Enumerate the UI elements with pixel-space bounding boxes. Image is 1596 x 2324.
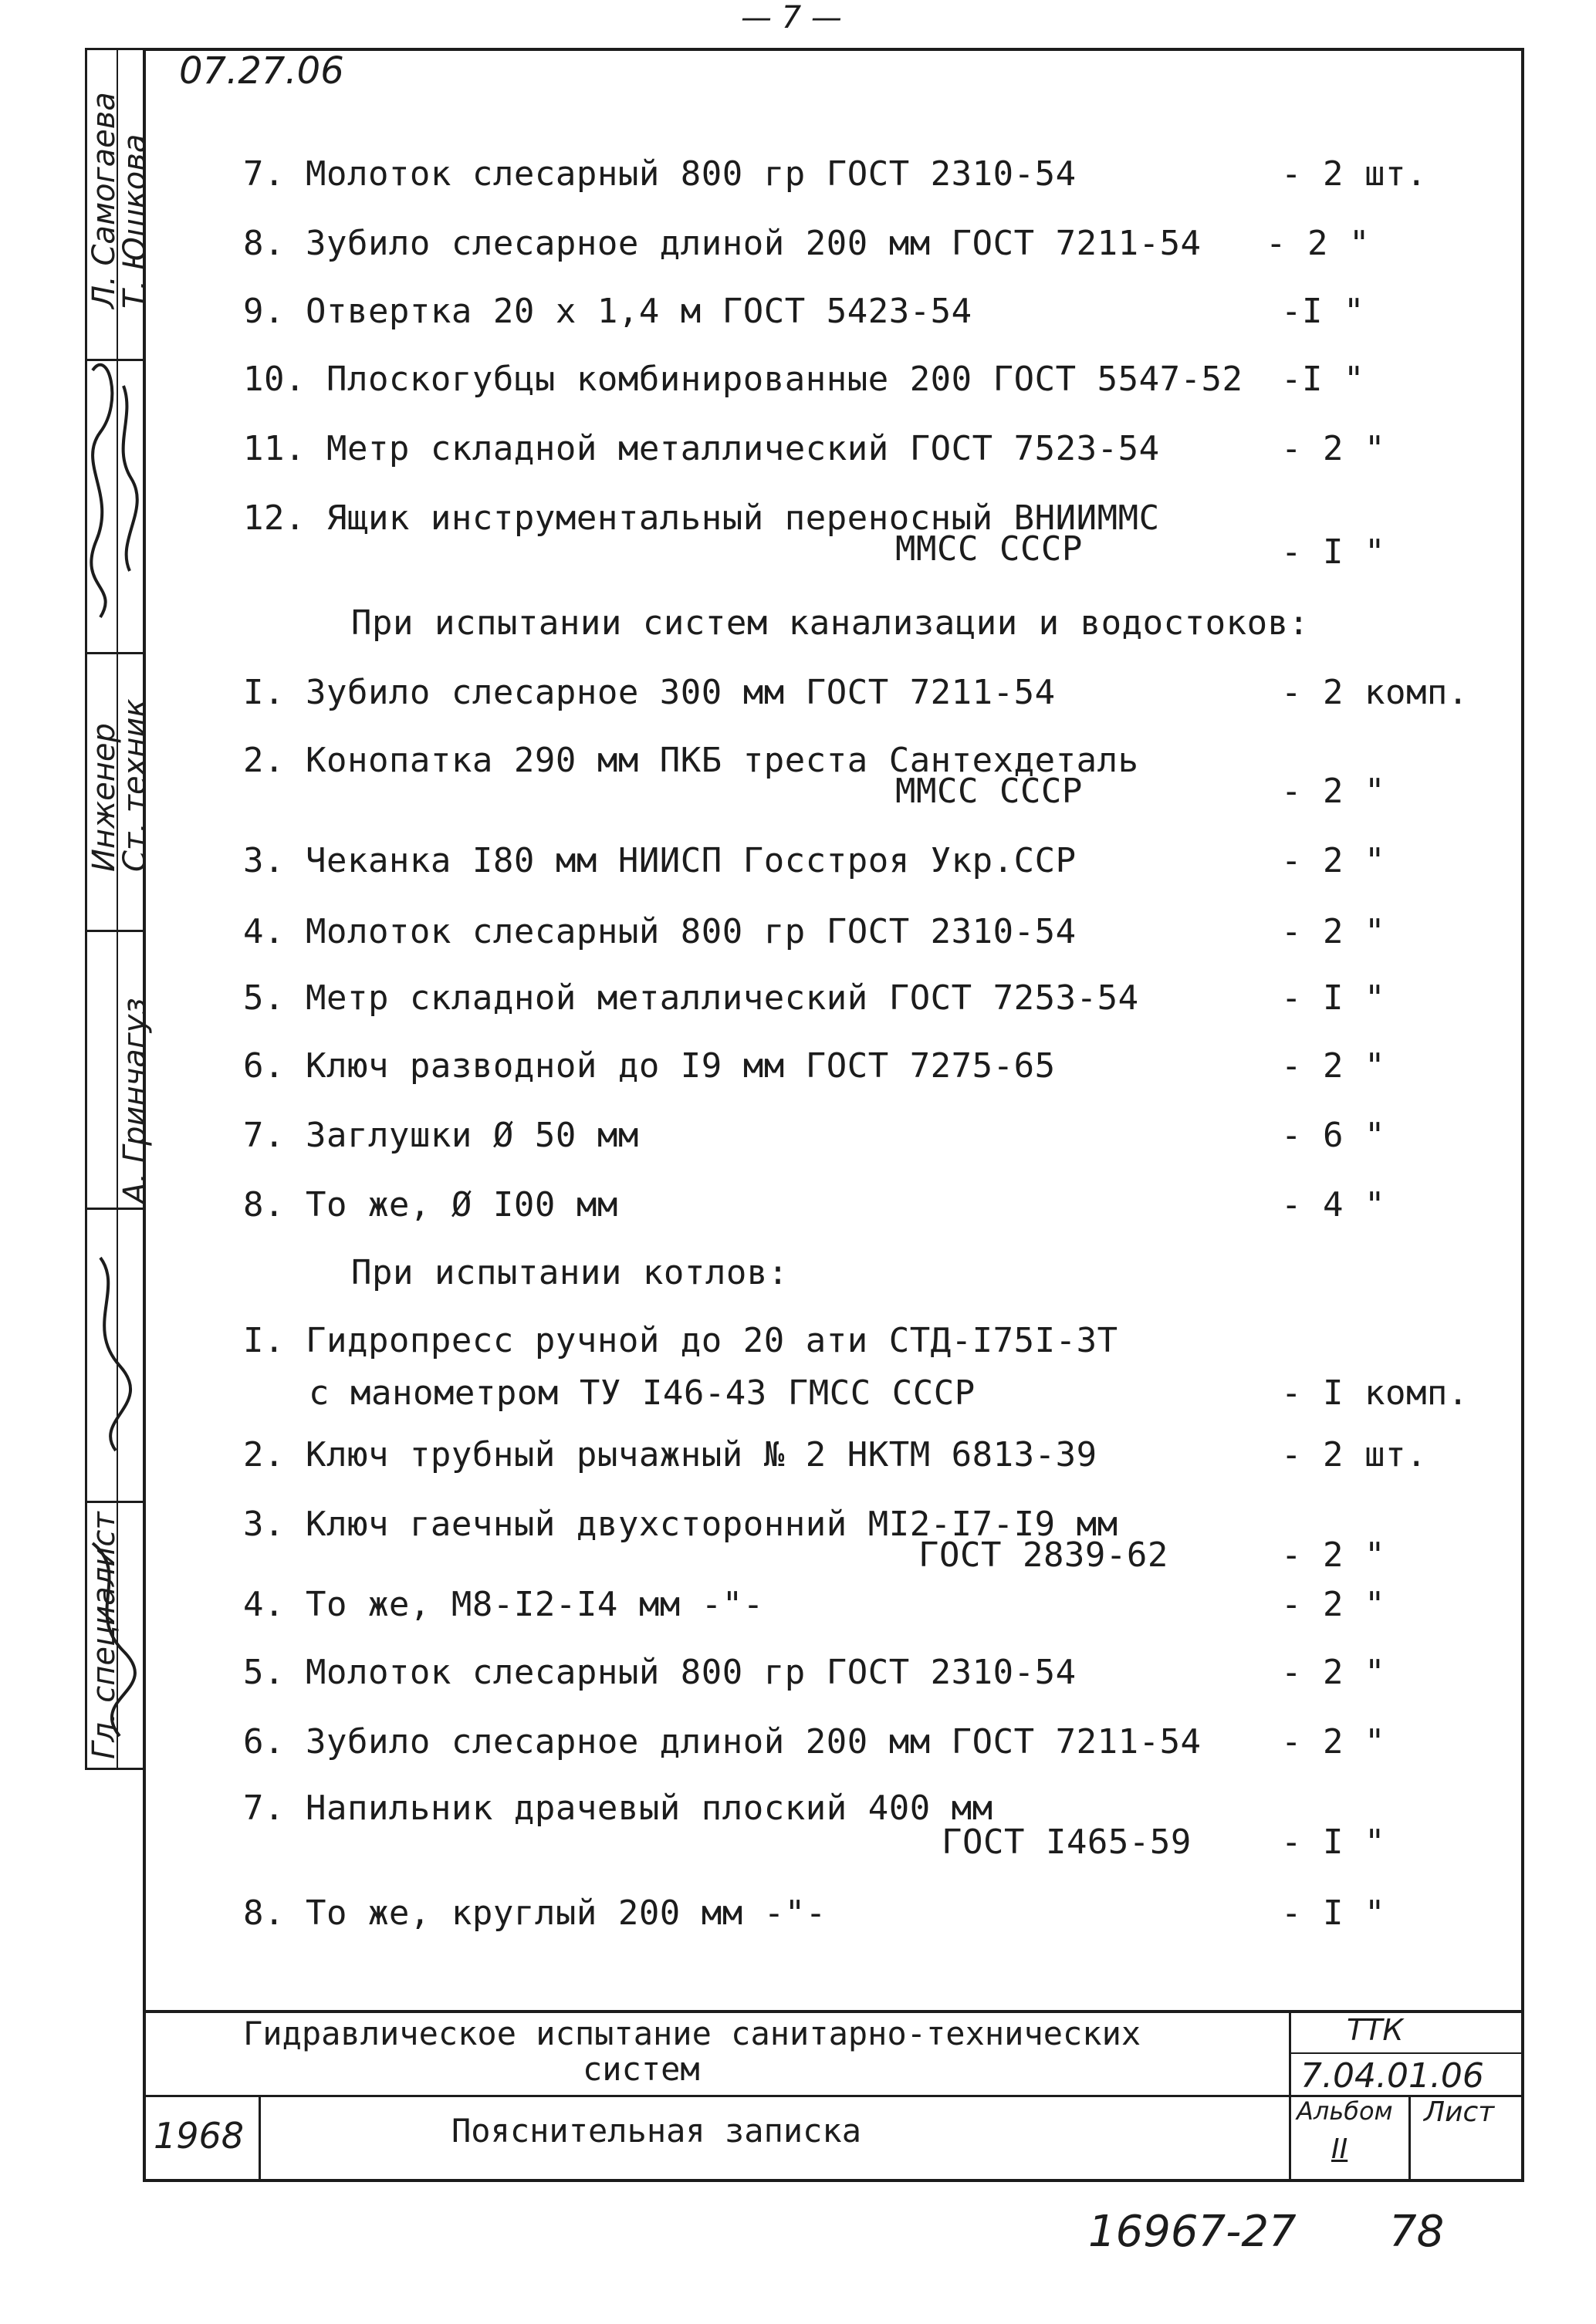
- title-block-code-rule: [1289, 2052, 1524, 2054]
- item-qty: - 2 ": [1281, 1585, 1385, 1624]
- item-text: 3. Чеканка I80 мм НИИСП Госстроя Укр.ССР: [243, 841, 1077, 880]
- item-text-continuation: ГОСТ I465-59: [942, 1822, 1192, 1862]
- list-item: [243, 841, 1077, 880]
- page-number: 78: [1389, 2207, 1445, 2257]
- item-text-continuation: ММСС СССР: [895, 772, 1083, 811]
- item-text: 9. Отвертка 20 х 1,4 м ГОСТ 5423-54: [243, 292, 972, 331]
- list-item: [243, 1789, 993, 1828]
- list-item: [243, 360, 1243, 399]
- list-item: [243, 1653, 1077, 1692]
- signature-name: Т. Юшкова: [117, 133, 153, 309]
- section-heading: При испытании систем канализации и водостоков:: [351, 603, 1310, 643]
- top-page-mark: — 7 —: [741, 0, 842, 35]
- title-block-subtitle: Пояснительная записка: [451, 2112, 862, 2150]
- item-qty: - I ": [1281, 1893, 1385, 1933]
- item-qty: - 2 шт.: [1281, 154, 1427, 194]
- signature-role: Инженер: [86, 723, 122, 872]
- list-item: [243, 429, 1160, 468]
- item-text: 5. Молоток слесарный 800 гр ГОСТ 2310-54: [243, 1653, 1077, 1692]
- item-qty: - 2 ": [1281, 912, 1385, 951]
- item-text: 11. Метр складной металлический ГОСТ 7523-54: [243, 429, 1160, 468]
- item-qty: - I ": [1281, 978, 1385, 1018]
- item-qty: - 2 ": [1281, 1722, 1385, 1762]
- item-text-continuation: с манометром ТУ I46-43 ГМСС СССР: [309, 1373, 976, 1413]
- item-qty: -I ": [1281, 292, 1364, 331]
- list-item: [243, 224, 1202, 263]
- item-qty: - 2 шт.: [1281, 1435, 1427, 1474]
- list-item: [243, 292, 972, 331]
- item-text: 4. То же, M8-I2-I4 мм -"-: [243, 1585, 764, 1624]
- item-qty: - 2 ": [1281, 1046, 1385, 1086]
- signature-name: А. Гринчагуз: [117, 998, 153, 1204]
- item-text: 10. Плоскогубцы комбинированные 200 ГОСТ 5547-52: [243, 360, 1243, 399]
- title-block-title-line2: систем: [583, 2050, 700, 2088]
- list-item: [243, 1722, 1202, 1762]
- title-block-album-label: Альбом: [1297, 2096, 1393, 2126]
- item-qty: - 6 ": [1281, 1116, 1385, 1155]
- section-heading: При испытании котлов:: [351, 1253, 789, 1292]
- item-text: 12. Ящик инструментальный переносный ВНИИММС: [243, 498, 1160, 538]
- document-stamp: 07.27.06: [179, 49, 344, 93]
- item-text-continuation: ГОСТ 2839-62: [918, 1535, 1168, 1575]
- item-text: I. Зубило слесарное 300 мм ГОСТ 7211-54: [243, 673, 1056, 712]
- item-text: 2. Ключ трубный рычажный № 2 НКТМ 6813-39: [243, 1435, 1097, 1474]
- signature-role: Ст. техник: [117, 698, 153, 872]
- title-block-code: 7.04.01.06: [1300, 2056, 1484, 2096]
- item-qty: - 2 ": [1266, 224, 1370, 263]
- item-qty: - 2 ": [1281, 841, 1385, 880]
- item-text: 8. То же, круглый 200 мм -"-: [243, 1893, 827, 1933]
- item-qty: - 2 ": [1281, 1535, 1385, 1575]
- list-item: [243, 1116, 639, 1155]
- item-qty: - I комп.: [1281, 1373, 1469, 1413]
- title-block-top-rule: [143, 2010, 1524, 2013]
- item-qty: - 4 ": [1281, 1185, 1385, 1224]
- item-text: 8. То же, Ø I00 мм: [243, 1185, 618, 1224]
- item-text: 3. Ключ гаечный двухсторонний MI2-I7-I9 мм: [243, 1505, 1118, 1544]
- item-text: 2. Конопатка 290 мм ПКБ треста Сантехдеталь: [243, 741, 1139, 780]
- title-block-sheet-label: Лист: [1424, 2096, 1495, 2128]
- list-item: [243, 1893, 827, 1933]
- list-item: [243, 673, 1056, 712]
- item-text: 8. Зубило слесарное длиной 200 мм ГОСТ 7211-54: [243, 224, 1202, 263]
- signature-role: Гл. специалист: [86, 1512, 122, 1759]
- title-block-album-value: II: [1331, 2133, 1348, 2165]
- title-block: [143, 2010, 1524, 2182]
- list-item: [243, 1046, 1056, 1086]
- item-qty: - I ": [1281, 532, 1385, 572]
- title-block-divider: [1289, 2010, 1291, 2182]
- signature-scribbles: [77, 339, 147, 1805]
- item-text: 4. Молоток слесарный 800 гр ГОСТ 2310-54: [243, 912, 1077, 951]
- title-block-divider: [1408, 2095, 1411, 2182]
- item-qty: - 2 комп.: [1281, 673, 1469, 712]
- item-text: 7. Напильник драчевый плоский 400 мм: [243, 1789, 993, 1828]
- item-text: 7. Молоток слесарный 800 гр ГОСТ 2310-54: [243, 154, 1077, 194]
- list-item: [243, 154, 1077, 194]
- item-qty: -I ": [1281, 360, 1364, 399]
- list-item: [243, 912, 1077, 951]
- list-item: [243, 978, 1139, 1018]
- title-block-year: 1968: [154, 2115, 245, 2157]
- list-item: [243, 1185, 618, 1224]
- doc-number: 16967-27: [1088, 2207, 1297, 2257]
- item-text: 7. Заглушки Ø 50 мм: [243, 1116, 639, 1155]
- item-qty: - I ": [1281, 1822, 1385, 1862]
- title-block-code-label: ТТК: [1347, 2013, 1404, 2047]
- title-block-divider: [259, 2095, 261, 2182]
- item-text: 6. Зубило слесарное длиной 200 мм ГОСТ 7211-54: [243, 1722, 1202, 1762]
- item-text: 5. Метр складной металлический ГОСТ 7253-54: [243, 978, 1139, 1018]
- item-text: I. Гидропресс ручной до 20 ати СТД-I75I-3Т: [243, 1321, 1118, 1360]
- item-text: 6. Ключ разводной до I9 мм ГОСТ 7275-65: [243, 1046, 1056, 1086]
- item-text-continuation: ММСС СССР: [895, 529, 1083, 569]
- list-item: [243, 1435, 1097, 1474]
- item-qty: - 2 ": [1281, 772, 1385, 811]
- item-qty: - 2 ": [1281, 429, 1385, 468]
- title-block-title: Гидравлическое испытание санитарно-технических: [243, 2015, 1141, 2052]
- signature-name: Л. Самогаева: [86, 92, 122, 309]
- list-item: [243, 1585, 764, 1624]
- list-item: [243, 1321, 1118, 1360]
- item-qty: - 2 ": [1281, 1653, 1385, 1692]
